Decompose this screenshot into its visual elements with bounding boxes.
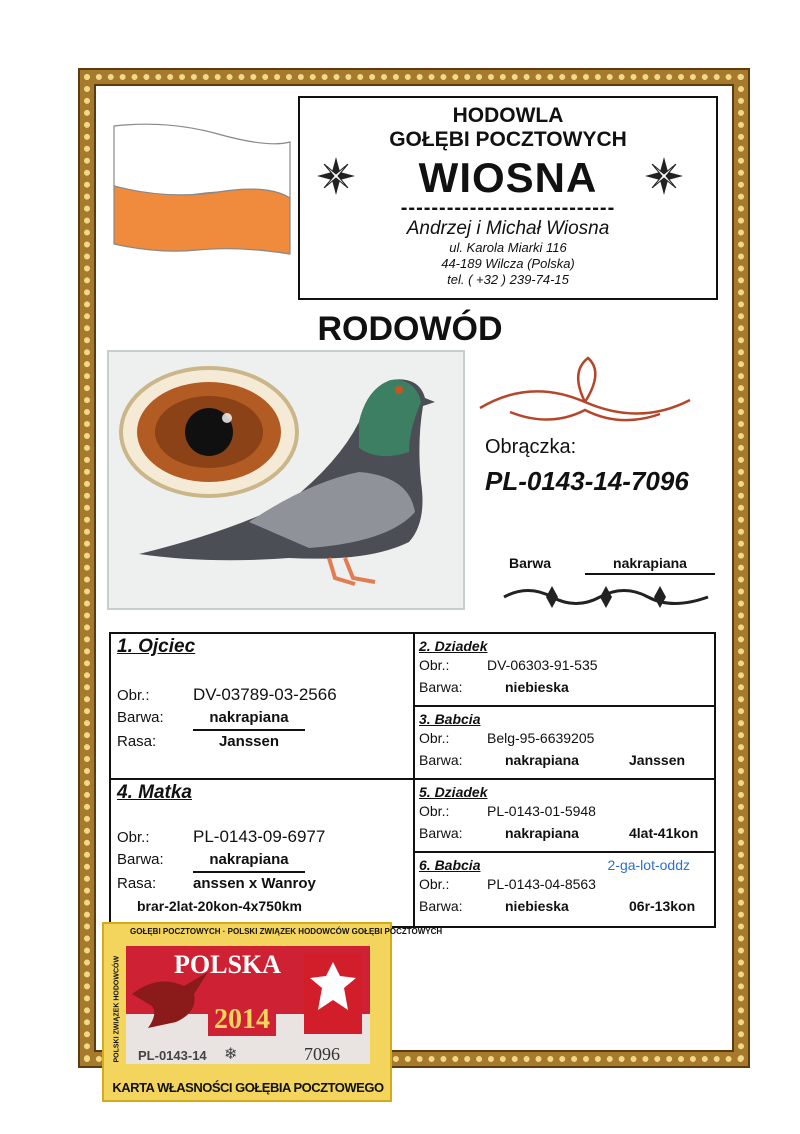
phone: tel. ( +32 ) 239-74-15 bbox=[447, 272, 569, 287]
city: 44-189 Wilcza (Polska) bbox=[441, 256, 575, 271]
pigeon-photo bbox=[107, 350, 465, 610]
grandparent-extra: 4lat-41kon bbox=[629, 825, 699, 841]
dash-separator: ---------------------------- bbox=[400, 197, 616, 219]
grandparent-ring: Belg-95-6639205 bbox=[487, 730, 595, 746]
grandparent-cell bbox=[414, 633, 715, 706]
color-value: nakrapiana bbox=[585, 555, 715, 575]
mother-note: brar-2lat-20kon-4x750km bbox=[137, 898, 302, 914]
grandparent-extra: 06r-13kon bbox=[629, 897, 696, 914]
father-color: nakrapiana bbox=[193, 707, 305, 731]
mother-title: 4. Matka bbox=[117, 782, 192, 803]
father-ring: DV-03789-03-2566 bbox=[193, 685, 337, 704]
grandparent-title: 5. Dziadek bbox=[419, 784, 488, 800]
mother-ring: PL-0143-09-6977 bbox=[193, 827, 326, 846]
ownership-card bbox=[102, 922, 443, 1102]
card-year: 2014 bbox=[208, 1004, 276, 1036]
grandparent-color-label: Barwa: bbox=[419, 825, 463, 841]
card-ring-prefix: PL-0143-14 bbox=[138, 1048, 207, 1063]
grandparent-note: 2-ga-lot-oddz bbox=[607, 856, 690, 873]
poland-flag bbox=[108, 120, 298, 260]
grandparent-ring-label: Obr.: bbox=[419, 803, 450, 819]
compass-star-icon bbox=[644, 156, 684, 196]
ring-label: Obrączka: bbox=[485, 436, 577, 458]
grandparent-color: niebieska bbox=[505, 679, 569, 695]
grandparent-ring: DV-06303-91-535 bbox=[487, 657, 598, 673]
grandparent-title: 6. Babcia bbox=[419, 856, 481, 873]
header-line2: GOŁĘBI POCZTOWYCH bbox=[389, 128, 627, 151]
grandparent-ring-label: Obr.: bbox=[419, 657, 450, 673]
color-label: Barwa bbox=[509, 555, 552, 571]
grandparent-cell bbox=[414, 706, 715, 779]
pigeon-illustration bbox=[109, 352, 463, 608]
mother-color-label: Barwa: bbox=[117, 851, 164, 868]
page-title: RODOWÓD bbox=[317, 310, 503, 348]
mother-color: nakrapiana bbox=[193, 849, 305, 873]
street: ul. Karola Miarki 116 bbox=[449, 240, 567, 255]
grandparent-title: 3. Babcia bbox=[419, 711, 481, 727]
card-footer: KARTA WŁASNOŚCI GOŁĘBIA POCZTOWEGO bbox=[112, 1080, 384, 1095]
card-ring-number: 7096 bbox=[304, 1044, 340, 1064]
grandparent-ring-label: Obr.: bbox=[419, 730, 450, 746]
grandparent-ring: PL-0143-04-8563 bbox=[487, 875, 596, 892]
grandparent-color-label: Barwa: bbox=[419, 897, 463, 914]
grandparent-color-label: Barwa: bbox=[419, 679, 463, 695]
mother-cell bbox=[110, 779, 414, 927]
grandparent-color: nakrapiana bbox=[505, 825, 579, 841]
father-cell bbox=[110, 633, 414, 779]
card-country: POLSKA bbox=[174, 950, 281, 979]
pigeon-emblem-icon bbox=[128, 964, 218, 1034]
pedigree-table bbox=[109, 632, 716, 928]
grandparent-color: nakrapiana bbox=[505, 752, 579, 768]
card-arc-text: GOŁĘBI POCZTOWYCH · POLSKI ZWIĄZEK HODOWCÓW GOŁĘBI POCZTOWYCH bbox=[130, 927, 443, 936]
snowflake-icon: ❄ bbox=[224, 1046, 238, 1063]
father-ring-label: Obr.: bbox=[117, 687, 150, 704]
owners: Andrzej i Michał Wiosna bbox=[406, 218, 610, 239]
header-line1: HODOWLA bbox=[452, 104, 564, 127]
eagle-emblem-icon bbox=[302, 952, 364, 1038]
flourish-ornament bbox=[470, 352, 700, 432]
grandparent-cell bbox=[414, 852, 715, 927]
fleur-ornament bbox=[498, 582, 714, 612]
loft-name: WIOSNA bbox=[418, 154, 598, 201]
grandparent-ring-label: Obr.: bbox=[419, 875, 450, 892]
compass-star-icon bbox=[316, 156, 356, 196]
grandparent-color: niebieska bbox=[505, 897, 569, 914]
father-breed: Janssen bbox=[218, 733, 280, 750]
grandparent-ring: PL-0143-01-5948 bbox=[487, 803, 596, 819]
father-breed-label: Rasa: bbox=[117, 733, 157, 750]
mother-ring-label: Obr.: bbox=[117, 829, 150, 846]
breeder-header bbox=[298, 96, 718, 300]
mother-breed-label: Rasa: bbox=[117, 875, 157, 892]
grandparent-color-label: Barwa: bbox=[419, 752, 463, 768]
grandparent-cell bbox=[414, 779, 715, 852]
card-side-text: POLSKI ZWIĄZEK HODOWCÓW bbox=[113, 955, 121, 1063]
mother-breed: anssen x Wanroy bbox=[193, 875, 316, 892]
father-title: 1. Ojciec bbox=[117, 636, 196, 657]
grandparent-title: 2. Dziadek bbox=[419, 638, 488, 654]
ring-number: PL-0143-14-7096 bbox=[485, 466, 689, 496]
father-color-label: Barwa: bbox=[117, 709, 164, 726]
grandparent-extra: Janssen bbox=[629, 752, 686, 768]
